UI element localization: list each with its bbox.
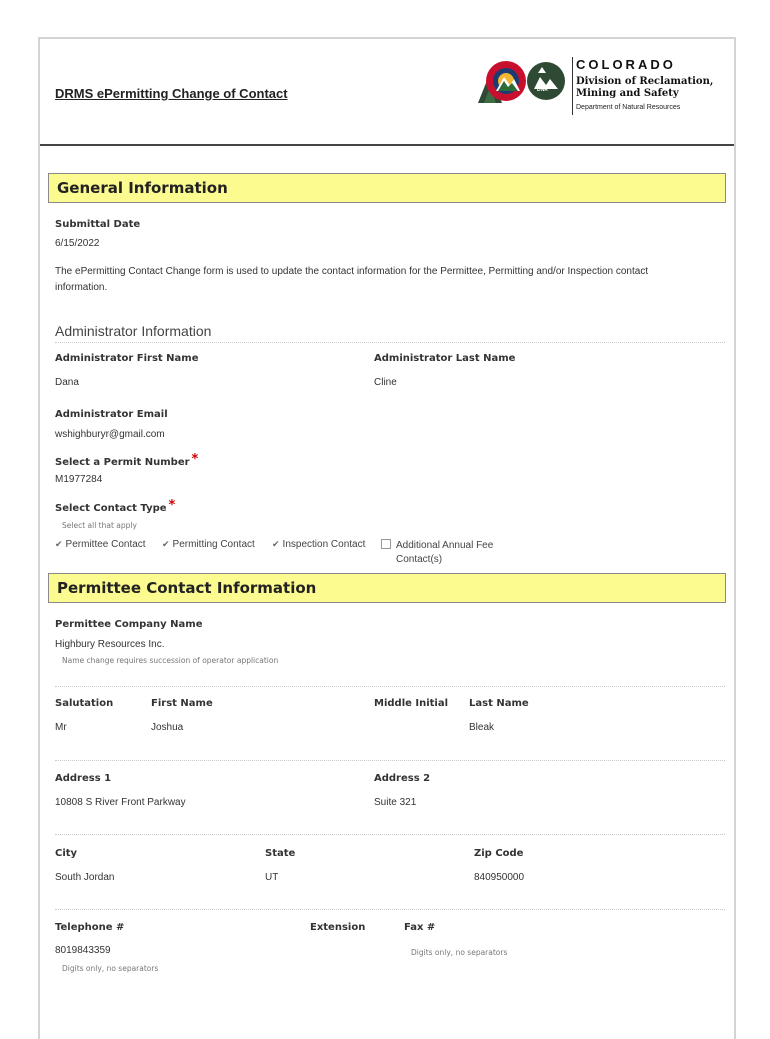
admin-last-name-label: Administrator Last Name bbox=[374, 353, 516, 364]
permit-number-label-text: Select a Permit Number bbox=[55, 457, 190, 468]
admin-first-name-label: Administrator First Name bbox=[55, 353, 199, 364]
divider bbox=[55, 760, 725, 761]
permit-number-value[interactable]: M1977284 bbox=[55, 474, 103, 485]
dnr-badge-text: DNR bbox=[537, 87, 548, 93]
fax-hint: Digits only, no separators bbox=[411, 948, 508, 957]
last-name-label: Last Name bbox=[469, 698, 529, 709]
checkmark-icon: ✔ bbox=[162, 539, 170, 549]
form-title: DRMS ePermitting Change of Contact bbox=[55, 86, 288, 101]
logo-division-line1: Division of Reclamation, bbox=[576, 76, 714, 87]
middle-initial-label: Middle Initial bbox=[374, 698, 449, 709]
salutation-value[interactable]: Mr bbox=[55, 722, 67, 733]
inspection-contact-checkbox[interactable] bbox=[272, 539, 365, 550]
permitting-contact-checkbox[interactable] bbox=[162, 539, 255, 550]
permittee-contact-information-header bbox=[48, 573, 726, 603]
logo-state-name: COLORADO bbox=[576, 57, 676, 72]
form-description: The ePermitting Contact Change form is used to update the contact information for the Permittee, Permitting and/or Inspection contact information. bbox=[55, 266, 649, 293]
zip-code-value[interactable]: 840950000 bbox=[474, 872, 525, 883]
checkmark-icon: ✔ bbox=[55, 539, 63, 549]
form-header bbox=[40, 39, 734, 146]
unchecked-box-icon bbox=[381, 539, 391, 549]
colorado-flag-mountain-icon bbox=[476, 59, 568, 107]
admin-email-label: Administrator Email bbox=[55, 409, 168, 420]
submittal-date-value: 6/15/2022 bbox=[55, 238, 100, 249]
logo-divider bbox=[572, 57, 573, 115]
contact-type-hint: Select all that apply bbox=[62, 521, 137, 530]
fax-label: Fax # bbox=[404, 922, 436, 933]
telephone-hint: Digits only, no separators bbox=[62, 964, 159, 973]
additional-annual-fee-contact-checkbox[interactable] bbox=[381, 539, 493, 551]
zip-code-label: Zip Code bbox=[474, 848, 524, 859]
general-information-header bbox=[48, 173, 726, 203]
administrator-information-heading: Administrator Information bbox=[55, 323, 212, 339]
divider bbox=[55, 909, 725, 910]
admin-last-name-value[interactable]: Cline bbox=[374, 377, 397, 388]
logo-division-name bbox=[576, 76, 713, 100]
first-name-label: First Name bbox=[151, 698, 213, 709]
company-name-label: Permittee Company Name bbox=[55, 619, 203, 630]
telephone-value[interactable]: 8019843359 bbox=[55, 945, 111, 956]
permit-number-label bbox=[55, 454, 198, 469]
permittee-contact-checkbox[interactable] bbox=[55, 539, 146, 550]
admin-email-value[interactable]: wshighburyr@gmail.com bbox=[55, 429, 165, 440]
required-asterisk: * bbox=[168, 498, 176, 513]
checkbox-label: Additional Annual Fee bbox=[396, 540, 494, 551]
divider bbox=[55, 342, 725, 343]
required-asterisk: * bbox=[191, 452, 199, 467]
divider bbox=[55, 686, 725, 687]
first-name-value[interactable]: Joshua bbox=[151, 722, 184, 733]
address1-value[interactable]: 10808 S River Front Parkway bbox=[55, 797, 186, 808]
address2-label: Address 2 bbox=[374, 773, 431, 784]
salutation-label: Salutation bbox=[55, 698, 114, 709]
admin-first-name-value[interactable]: Dana bbox=[55, 377, 79, 388]
city-value[interactable]: South Jordan bbox=[55, 872, 115, 883]
state-label: State bbox=[265, 848, 296, 859]
checkmark-icon: ✔ bbox=[272, 539, 280, 549]
extension-label: Extension bbox=[310, 922, 366, 933]
form-page bbox=[38, 37, 736, 1039]
last-name-value[interactable]: Bleak bbox=[469, 722, 495, 733]
company-name-value[interactable]: Highbury Resources Inc. bbox=[55, 639, 165, 650]
checkbox-label: Inspection Contact bbox=[282, 539, 366, 550]
state-value[interactable]: UT bbox=[265, 872, 279, 883]
permittee-contact-information-title: Permittee Contact Information bbox=[57, 579, 317, 597]
logo-division-line2: Mining and Safety bbox=[576, 88, 679, 99]
checkbox-label: Permittee Contact bbox=[65, 539, 146, 550]
colorado-drms-logo bbox=[476, 57, 716, 119]
address2-value[interactable]: Suite 321 bbox=[374, 797, 417, 808]
city-label: City bbox=[55, 848, 78, 859]
contact-type-label bbox=[55, 500, 175, 515]
submittal-date-label: Submittal Date bbox=[55, 219, 141, 230]
checkbox-label-continued: Contact(s) bbox=[396, 554, 443, 565]
contact-type-label-text: Select Contact Type bbox=[55, 503, 167, 514]
general-information-title: General Information bbox=[57, 179, 228, 197]
address1-label: Address 1 bbox=[55, 773, 112, 784]
checkbox-label: Permitting Contact bbox=[172, 539, 255, 550]
divider bbox=[55, 834, 725, 835]
company-name-hint: Name change requires succession of operator application bbox=[62, 656, 279, 665]
logo-department: Department of Natural Resources bbox=[576, 104, 681, 111]
telephone-label: Telephone # bbox=[55, 922, 125, 933]
